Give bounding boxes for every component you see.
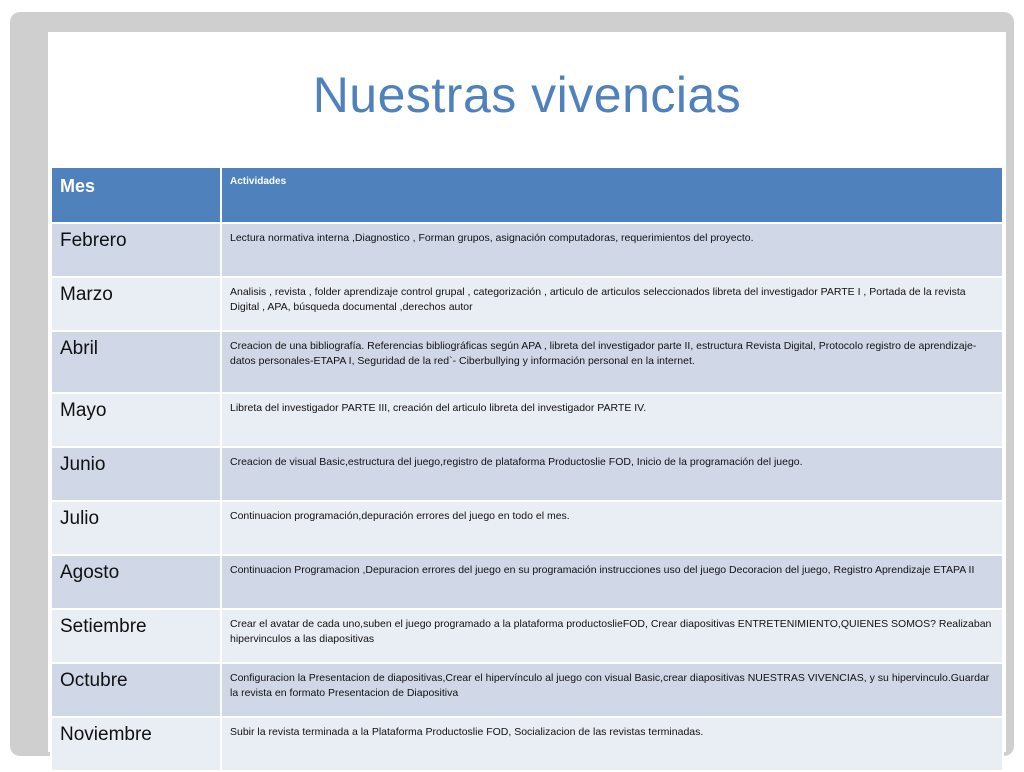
table-row <box>51 501 1003 555</box>
activities-cell: Configuracion la Presentacion de diapositivas,Crear el hipervínculo al juego con visual Basic,crear diapositivas NUESTRAS VIVENCIAS, y su hipervinculo.Guardar la revista en formato Presentacion de Diapositiva <box>221 663 1003 717</box>
activities-table <box>50 166 1004 772</box>
table-row <box>51 447 1003 501</box>
month-column-header: Mes <box>51 167 221 223</box>
month-cell: Abril <box>51 331 221 393</box>
table-row <box>51 717 1003 771</box>
month-cell: Octubre <box>51 663 221 717</box>
table-row <box>51 331 1003 393</box>
table-row <box>51 663 1003 717</box>
activities-cell: Continuacion programación,depuración errores del juego en todo el mes. <box>221 501 1003 555</box>
activities-column-header: Actividades <box>221 167 1003 223</box>
activities-cell: Continuacion Programacion ,Depuracion errores del juego en su programación instrucciones uso del juego Decoracion del juego, Registro Aprendizaje ETAPA II <box>221 555 1003 609</box>
slide <box>48 32 1006 752</box>
table-row <box>51 223 1003 277</box>
month-cell: Mayo <box>51 393 221 447</box>
activities-cell: Subir la revista terminada a la Plataforma Productoslie FOD, Socializacion de las revistas terminadas. <box>221 717 1003 771</box>
slide-frame <box>10 12 1014 756</box>
slide-title: Nuestras vivencias <box>312 67 742 123</box>
month-cell: Marzo <box>51 277 221 331</box>
month-cell: Setiembre <box>51 609 221 663</box>
month-cell: Febrero <box>51 223 221 277</box>
activities-cell: Creacion de una bibliografía. Referencias bibliográficas según APA , libreta del investigador parte II, estructura Revista Digital, Protocolo registro de aprendizaje- datos personales-ETAPA I, Seguridad de la red`- Ciberbullying y información personal en la internet. <box>221 331 1003 393</box>
month-cell: Agosto <box>51 555 221 609</box>
activities-cell: Analisis , revista , folder aprendizaje control grupal , categorización , articulo de articulos seleccionados libreta del investigador PARTE I , Portada de la revista Digital , APA, búsqueda documental ,derechos autor <box>221 277 1003 331</box>
table-row <box>51 609 1003 663</box>
month-cell: Junio <box>51 447 221 501</box>
month-cell: Noviembre <box>51 717 221 771</box>
table-row <box>51 393 1003 447</box>
month-cell: Julio <box>51 501 221 555</box>
table-header-row <box>51 167 1003 223</box>
activities-cell: Creacion de visual Basic,estructura del juego,registro de plataforma Productoslie FOD, Inicio de la programación del juego. <box>221 447 1003 501</box>
activities-cell: Libreta del investigador PARTE III, creación del articulo libreta del investigador PARTE IV. <box>221 393 1003 447</box>
activities-cell: Crear el avatar de cada uno,suben el juego programado a la plataforma productoslieFOD, Crear diapositivas ENTRETENIMIENTO,QUIENES SOMOS? Realizaban hipervinculos a las diapositivas <box>221 609 1003 663</box>
activities-cell: Lectura normativa interna ,Diagnostico , Forman grupos, asignación computadoras, requerimientos del proyecto. <box>221 223 1003 277</box>
table-row <box>51 555 1003 609</box>
table-row <box>51 277 1003 331</box>
